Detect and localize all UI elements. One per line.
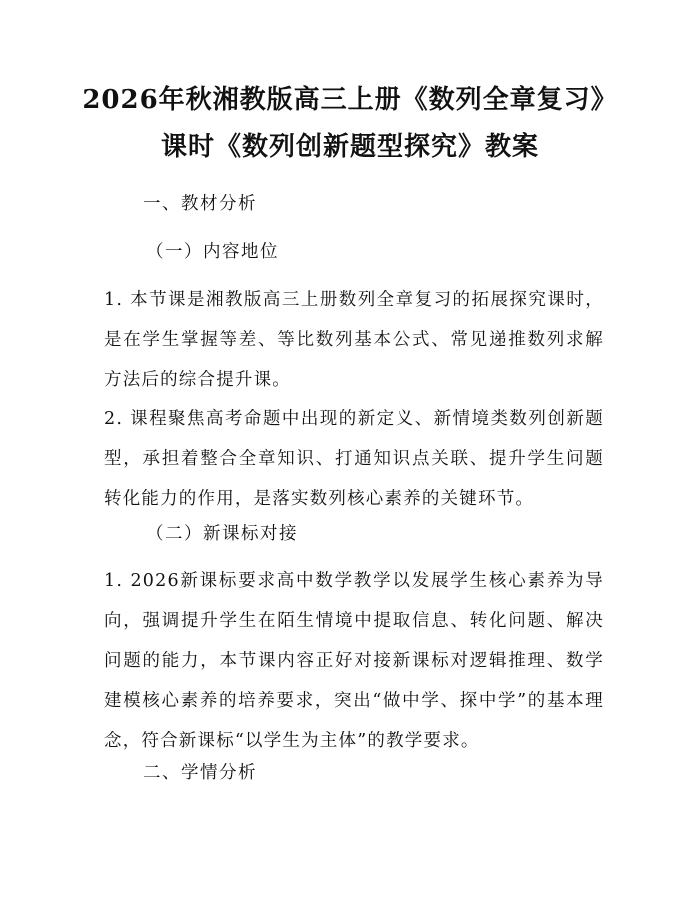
paragraph-3: 1. 2026新课标要求高中数学教学以发展学生核心素养为导向，强调提升学生在陌生情境中提取信息、转化问题、解决问题的能力，本节课内容正好对接新课标对逻辑推理、数学建模核心素养的培养要求，突出“做中学、探中学”的基本理念，符合新课标“以学生为主体”的教学要求。 bbox=[104, 571, 604, 751]
document-title-line-1: 2026年秋湘教版高三上册《数列全章复习》 bbox=[82, 85, 618, 115]
section-heading-textbook-analysis: 一、教材分析 bbox=[143, 194, 257, 214]
subsection-heading-curriculum-alignment: （二）新课标对接 bbox=[146, 524, 298, 544]
paragraph-2: 2. 课程聚焦高考命题中出现的新定义、新情境类数列创新题型，承担着整合全章知识、打通知识点关联、提升学生问题转化能力的作用，是落实数列核心素养的关键环节。 bbox=[104, 409, 604, 509]
document-title-line-2: 课时《数列创新题型探究》教案 bbox=[160, 132, 539, 162]
paragraph-1: 1. 本节课是湘教版高三上册数列全章复习的拓展探究课时，是在学生掌握等差、等比数列基本公式、常见递推数列求解方法后的综合提升课。 bbox=[104, 290, 604, 390]
section-heading-learner-analysis: 二、学情分析 bbox=[143, 763, 257, 783]
subsection-heading-content-position: （一）内容地位 bbox=[146, 242, 279, 262]
